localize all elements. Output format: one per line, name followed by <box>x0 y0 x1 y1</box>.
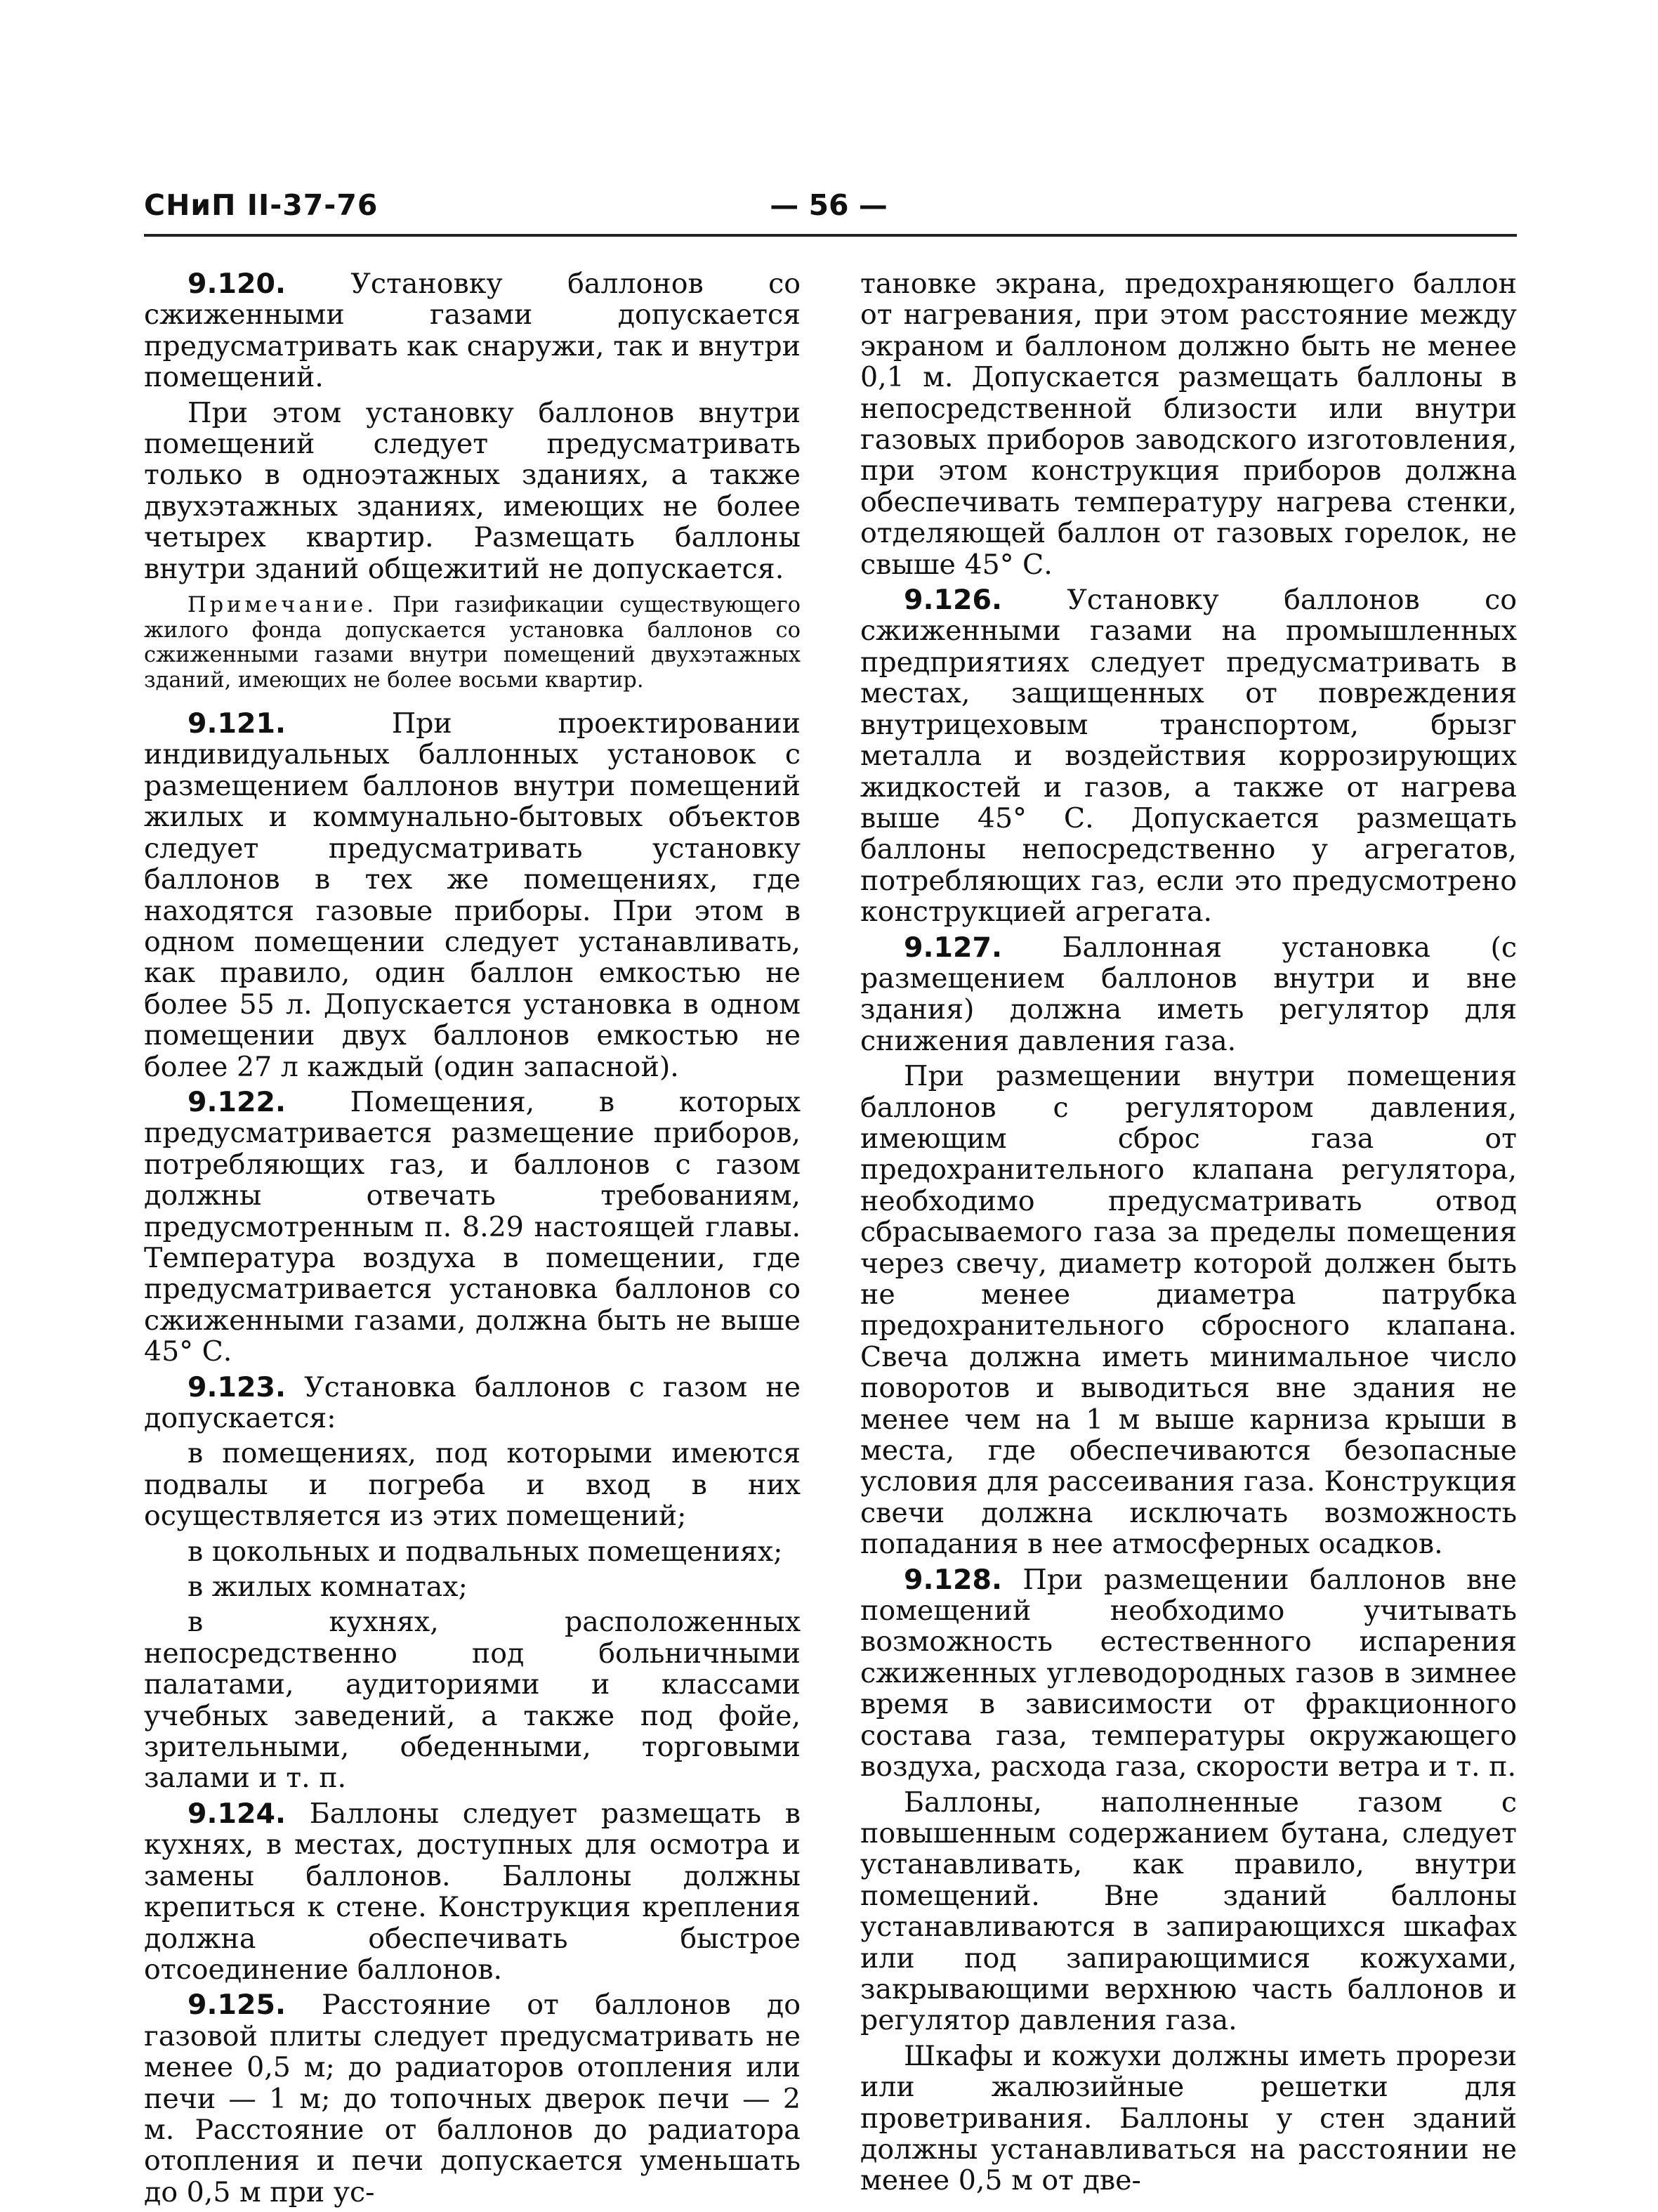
clause-9-127 <box>860 932 1517 1057</box>
right-column <box>860 268 1517 2201</box>
note <box>144 593 801 693</box>
clause-text: Помещения, в которых предусматривается размещение приборов, потребляющих газ, и баллонов с газом должны отвечать требованиям, предусмотренным п. 8.29 настоящей главы. Температура воздуха в помещении, где предусматривается установка баллонов со сжиженными газами, должна быть не выше 45° С. <box>144 1085 801 1368</box>
page-number: — 56 — <box>770 188 888 222</box>
clause-number: 9.121. <box>187 707 286 740</box>
list-item-text: в помещениях, под которыми имеются подвалы и погреба и вход в них осуществляется из этих помещений; <box>144 1437 801 1533</box>
note-label: Примечание. <box>187 593 377 618</box>
paragraph-text: При размещении внутри помещения баллонов с регулятором давления, имеющим сброс газа от предохранительного клапана регулятора, необходимо предусматривать отвод сбрасываемого газа за пределы помещения через свечу, диаметр которой должен быть не менее диаметра патрубка предохранительного сбросного клапана. Свеча должна иметь минимальное число поворотов и выводиться вне здания не менее чем на 1 м выше карниза крыши в места, где обеспечиваются безопасные условия для рассеивания газа. Конструкция свечи должна исключать возможность попадания в нее атмосферных осадков. <box>860 1060 1517 1561</box>
list-item-text: в кухнях, расположенных непосредственно под больничными палатами, аудиториями и классами учебных заведений, а также под фойе, зрительными, обеденными, торговыми залами и т. п. <box>144 1606 801 1795</box>
clause-9-128 <box>860 1564 1517 1783</box>
clause-text: Установку баллонов со сжиженными газами на промышленных предприятиях следует предусматривать в местах, защищенных от повреждения внутрицеховым транспортом, брызг металла и воздействия коррозирующих жидкостей и газов, а также от нагрева выше 45° С. Допускается размещать баллоны непосредственно у агрегатов, потребляющих газ, если это предусмотрено конструкцией агрегата. <box>860 584 1517 929</box>
clause-9-120 <box>144 268 801 393</box>
list-item-text: в жилых комнатах; <box>187 1571 468 1604</box>
list-item-text: в цокольных и подвальных помещениях; <box>187 1535 783 1568</box>
clause-text: Установка баллонов с газом не допускается: <box>144 1370 801 1434</box>
clause-text: Установку баллонов со сжиженными газами допускается предусматривать как снаружи, так и внутри помещений. <box>144 268 801 394</box>
note-text: При газификации существующего жилого фонда допускается установка баллонов со сжиженными газами внутри помещений двухэтажных зданий, имеющих не более восьми квартир. <box>144 593 801 693</box>
list-item <box>144 1536 801 1567</box>
clause-number: 9.127. <box>904 931 1002 964</box>
paragraph-text: Баллоны, наполненные газом с повышенным содержанием бутана, следует устанавливать, как правило, внутри помещений. Вне зданий баллоны устанавливаются в запирающихся шкафах или под запирающимися кожухами, закрывающими верхнюю часть баллонов и регулятор давления газа. <box>860 1786 1517 2037</box>
clause-9-126 <box>860 584 1517 927</box>
clause-text: При размещении баллонов вне помещений необходимо учитывать возможность естественного испарения сжиженных углеводородных газов в зимнее время в зависимости от фракционного состава газа, температуры окружающего воздуха, расхода газа, скорости ветра и т. п. <box>860 1563 1517 1784</box>
paragraph-text: Шкафы и кожухи должны иметь прорези или жалюзийные решетки для проветривания. Баллоны у стен зданий должны устанавливаться на расстоянии не менее 0,5 м от две- <box>860 2039 1517 2197</box>
paragraph <box>860 1061 1517 1560</box>
paragraph-text: При этом установку баллонов внутри помещений следует предусматривать только в одноэтажных зданиях, а также двухэтажных зданиях, имеющих не более четырех квартир. Размещать баллоны внутри зданий общежитий не допускается. <box>144 396 801 585</box>
list-item <box>144 1438 801 1531</box>
clause-text: Расстояние от баллонов до газовой плиты следует предусматривать не менее 0,5 м; до радиаторов отопления или печи — 1 м; до топочных дверок печи — 2 м. Расстояние от баллонов до радиатора отопления и печи допускается уменьшать до 0,5 м при ус- <box>144 1989 801 2208</box>
document-code: СНиП II-37-76 <box>144 188 379 222</box>
paragraph <box>144 398 801 584</box>
paragraph <box>860 1787 1517 2036</box>
clause-9-121 <box>144 708 801 1082</box>
paragraph <box>860 2041 1517 2197</box>
paragraph-continuation <box>860 268 1517 580</box>
clause-text: Баллонная установка (с размещением баллонов внутри и вне здания) должна иметь регулятор для снижения давления газа. <box>860 931 1517 1057</box>
clause-9-122 <box>144 1087 801 1368</box>
clause-number: 9.126. <box>904 584 1002 617</box>
clause-9-125 <box>144 1989 801 2208</box>
clause-number: 9.122. <box>187 1085 286 1118</box>
clause-number: 9.124. <box>187 1797 286 1830</box>
clause-number: 9.128. <box>904 1563 1002 1596</box>
list-item <box>144 1606 801 1793</box>
list-item <box>144 1571 801 1602</box>
clause-9-124 <box>144 1798 801 1985</box>
clause-number: 9.123. <box>187 1370 286 1403</box>
clause-number: 9.125. <box>187 1989 286 2022</box>
clause-9-123 <box>144 1372 801 1434</box>
clause-text: Баллоны следует размещать в кухнях, в местах, доступных для осмотра и замены баллонов. Баллоны должны крепиться к стене. Конструкция крепления должна обеспечивать быстрое отсоединение баллонов. <box>144 1797 801 1986</box>
clause-number: 9.120. <box>187 268 286 300</box>
clause-text: При проектировании индивидуальных баллонных установок с размещением баллонов внутри помещений жилых и коммунально-бытовых объектов следует предусматривать установку баллонов в тех же помещениях, где находятся газовые приборы. При этом в одном помещении следует устанавливать, как правило, один баллон емкостью не более 55 л. Допускается установка в одном помещении двух баллонов емкостью не более 27 л каждый (один запасной). <box>144 707 801 1083</box>
header-rule <box>144 234 1517 237</box>
left-column <box>144 268 801 2212</box>
paragraph-text: тановке экрана, предохраняющего баллон от нагревания, при этом расстояние между экраном и баллоном должно быть не менее 0,1 м. Допускается размещать баллоны в непосредственной близости или внутри газовых приборов заводского изготовления, при этом конструкция приборов должна обеспечивать температуру нагрева стенки, отделяющей баллон от газовых горелок, не свыше 45° С. <box>860 268 1517 581</box>
